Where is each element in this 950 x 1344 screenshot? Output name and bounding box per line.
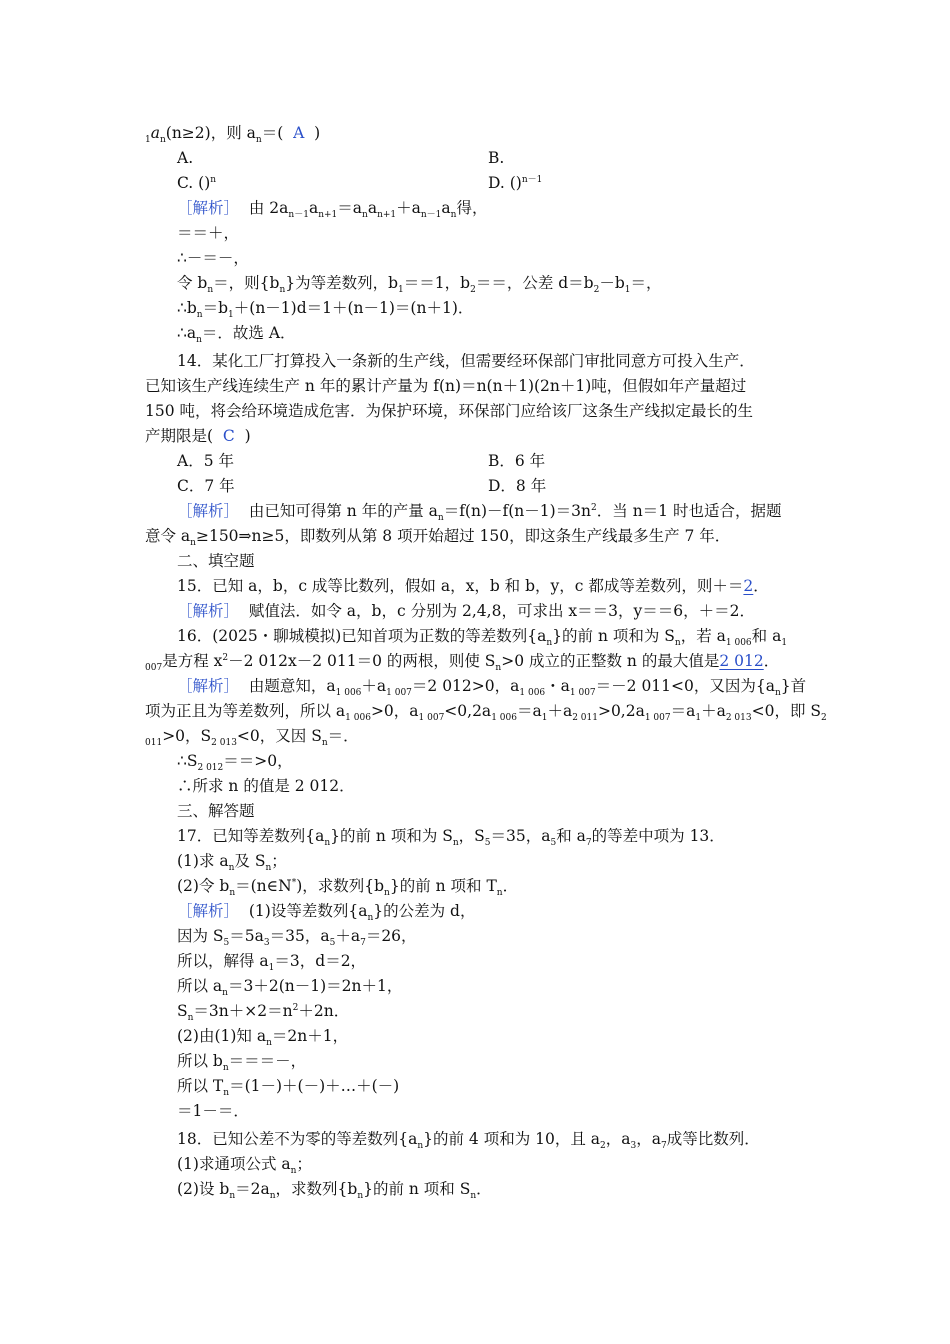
q14-stem-4: 产期限是( C ) xyxy=(145,427,251,445)
q17-analysis-1: ［解析］ (1)设等差数列$\{a_n\}$的公差为 d， xyxy=(177,902,476,924)
q14-stem-2: 已知该生产线连续生产 n 年的累计产量为 f(n)＝n(n＋1)(2n＋1)吨，但假如年产量超过 xyxy=(145,377,747,395)
q14-option-a: A．5 年 xyxy=(177,452,234,470)
q14-stem-1: 14．某化工厂打算投入一条新的生产线，但需要经环保部门审批同意方可投入生产． xyxy=(177,352,755,370)
q16-analysis-2: 项为正且为等差数列，所以 $a_{1 006}>0$，$a_{1 007}<0,2a_{1 006}=a_1+a_{2 011}>0,2a_{1 007}=a_1+a_{2 013}<0$，即 $S_2$ xyxy=(145,702,827,724)
q13-analysis-5: $\therefore b_n=b_1+(n-1)d=1+(n-1)=(n+1)$． xyxy=(177,299,474,321)
q13-analysis-4: 令 $b_n=$，则$\{b_n\}$为等差数列，$b_1==1$，$b_2==$，公差 $d=b_2-b_1=$， xyxy=(177,274,662,296)
q18-stem: 18．已知公差不为零的等差数列$\{a_n\}$的前 4 项和为 10，且 $a_2$，$a_3$，$a_7$成等比数列． xyxy=(177,1130,760,1152)
q16-analysis-3: $_{011}$>0，$S_{2 013}<0$，又因 $S_n=$． xyxy=(145,727,359,749)
q13-option-a: A. xyxy=(177,149,194,167)
q16-analysis-5: ∴所求 n 的值是 2 012． xyxy=(177,777,355,795)
q16-stem-1: 16．(2025・聊城模拟)已知首项为正数的等差数列$\{a_n\}$的前 n 项和为 $S_n$，若 $a_{1 006}$和 $a_1$ xyxy=(177,627,788,649)
q17-analysis-2: 因为 $S_5=5a_3=35$，$a_5+a_7=26$， xyxy=(177,927,417,949)
q16-analysis-1: ［解析］ 由题意知，$a_{1 006}+a_{1 007}=2$ 012>0，$a_{1 006}$・$a_{1 007}=-2$ 011<0，又因为$\{a_n\}$首 xyxy=(177,677,807,699)
q15-stem: 15．已知 a，b，c 成等比数列，假如 a，x，b 和 b，y，c 都成等差数列，则＋＝2． xyxy=(177,577,769,595)
q13-analysis-1: ［解析］ 由 $2a_{n-1}a_{n+1}=a_na_{n+1}+a_{n-1}a_n$得， xyxy=(177,199,488,221)
q17-analysis-7: 所以 $b_n===-$， xyxy=(177,1052,307,1074)
analysis-tag: ［解析］ xyxy=(177,502,240,520)
q14-option-b: B．6 年 xyxy=(488,452,546,470)
q13-option-b: B. xyxy=(488,149,505,167)
analysis-tag: ［解析］ xyxy=(177,677,240,695)
q15-answer: 2 xyxy=(743,577,754,595)
q13-analysis-6: $\therefore a_n=$．故选 A． xyxy=(177,324,296,346)
section-fill-in: 二、填空题 xyxy=(177,552,255,570)
q13-option-d: D. ()$^{n-1}$ xyxy=(488,174,543,192)
q14-stem-3: 150 吨，将会给环境造成危害．为保护环境，环保部门应给该厂这条生产线拟定最长的生 xyxy=(145,402,754,420)
analysis-tag: ［解析］ xyxy=(177,602,240,620)
q17-analysis-6: (2)由(1)知 $a_n=2n+1$， xyxy=(177,1027,349,1049)
q17-stem: 17．已知等差数列$\{a_n\}$的前 n 项和为 $S_n$，$S_5=35$，$a_5$和 $a_7$的等差中项为 13． xyxy=(177,827,725,849)
q18-part-2: (2)设 $b_n=2a_n$，求数列$\{b_n\}$的前 n 项和 $S_n$． xyxy=(177,1180,492,1202)
q13-stem-tail: $_1a_n(n\ge 2)$，则 $a_n=$( A ) xyxy=(145,124,321,146)
q17-analysis-4: 所以 $a_n=3+2(n-1)=2n+1$， xyxy=(177,977,403,999)
q15-analysis: ［解析］ 赋值法．如令 a，b，c 分别为 2,4,8，可求出 x＝＝3，y＝＝6，＋＝2． xyxy=(177,602,755,620)
q17-analysis-8: 所以 $T_n=(1-)+(-)+\dots+(-)$ xyxy=(177,1077,400,1099)
q14-analysis-2: 意令 $a_n\ge 150\Rightarrow n\ge 5$，即数列从第 8 项开始超过 150，即这条生产线最多生产 7 年． xyxy=(145,527,731,549)
analysis-tag: ［解析］ xyxy=(177,902,240,920)
q18-part-1: (1)求通项公式 $a_n$； xyxy=(177,1155,312,1177)
q17-part-2: (2)令 $b_n=(n\in N^*)$，求数列$\{b_n\}$的前 n 项和 $T_n$． xyxy=(177,877,519,899)
q13-analysis-3: ∴－＝－， xyxy=(177,249,249,267)
q17-part-1: (1)求 $a_n$及 $S_n$； xyxy=(177,852,287,874)
q17-analysis-3: 所以，解得 $a_1=3$，d＝2， xyxy=(177,952,367,974)
q16-stem-2: $_{007}$是方程 $x^2-2$ 012x－2 011＝0 的两根，则使 $S_n>0$ 成立的正整数 n 的最大值是2 012． xyxy=(145,652,780,674)
q14-option-c: C．7 年 xyxy=(177,477,235,495)
q16-analysis-4: $\therefore S_{2 012}==>0$， xyxy=(177,752,293,774)
q14-option-d: D．8 年 xyxy=(488,477,547,495)
q16-answer: 2 012 xyxy=(719,652,764,670)
q17-analysis-9: ＝1－＝． xyxy=(177,1102,249,1120)
q13-analysis-2: ＝＝＋， xyxy=(177,224,240,242)
q14-answer: C xyxy=(222,427,235,445)
q13-answer: A xyxy=(293,124,305,142)
q14-analysis-1: ［解析］ 由已知可得第 n 年的产量 $a_n=f(n)-f(n-1)=3n^2$．当 n＝1 时也适合，据题 xyxy=(177,502,782,524)
q13-option-c: C. ()$^n$ xyxy=(177,174,217,192)
analysis-tag: ［解析］ xyxy=(177,199,240,217)
q17-analysis-5: $S_n=3n+\times 2=n^2+2n$． xyxy=(177,1002,350,1024)
section-answer: 三、解答题 xyxy=(177,802,255,820)
